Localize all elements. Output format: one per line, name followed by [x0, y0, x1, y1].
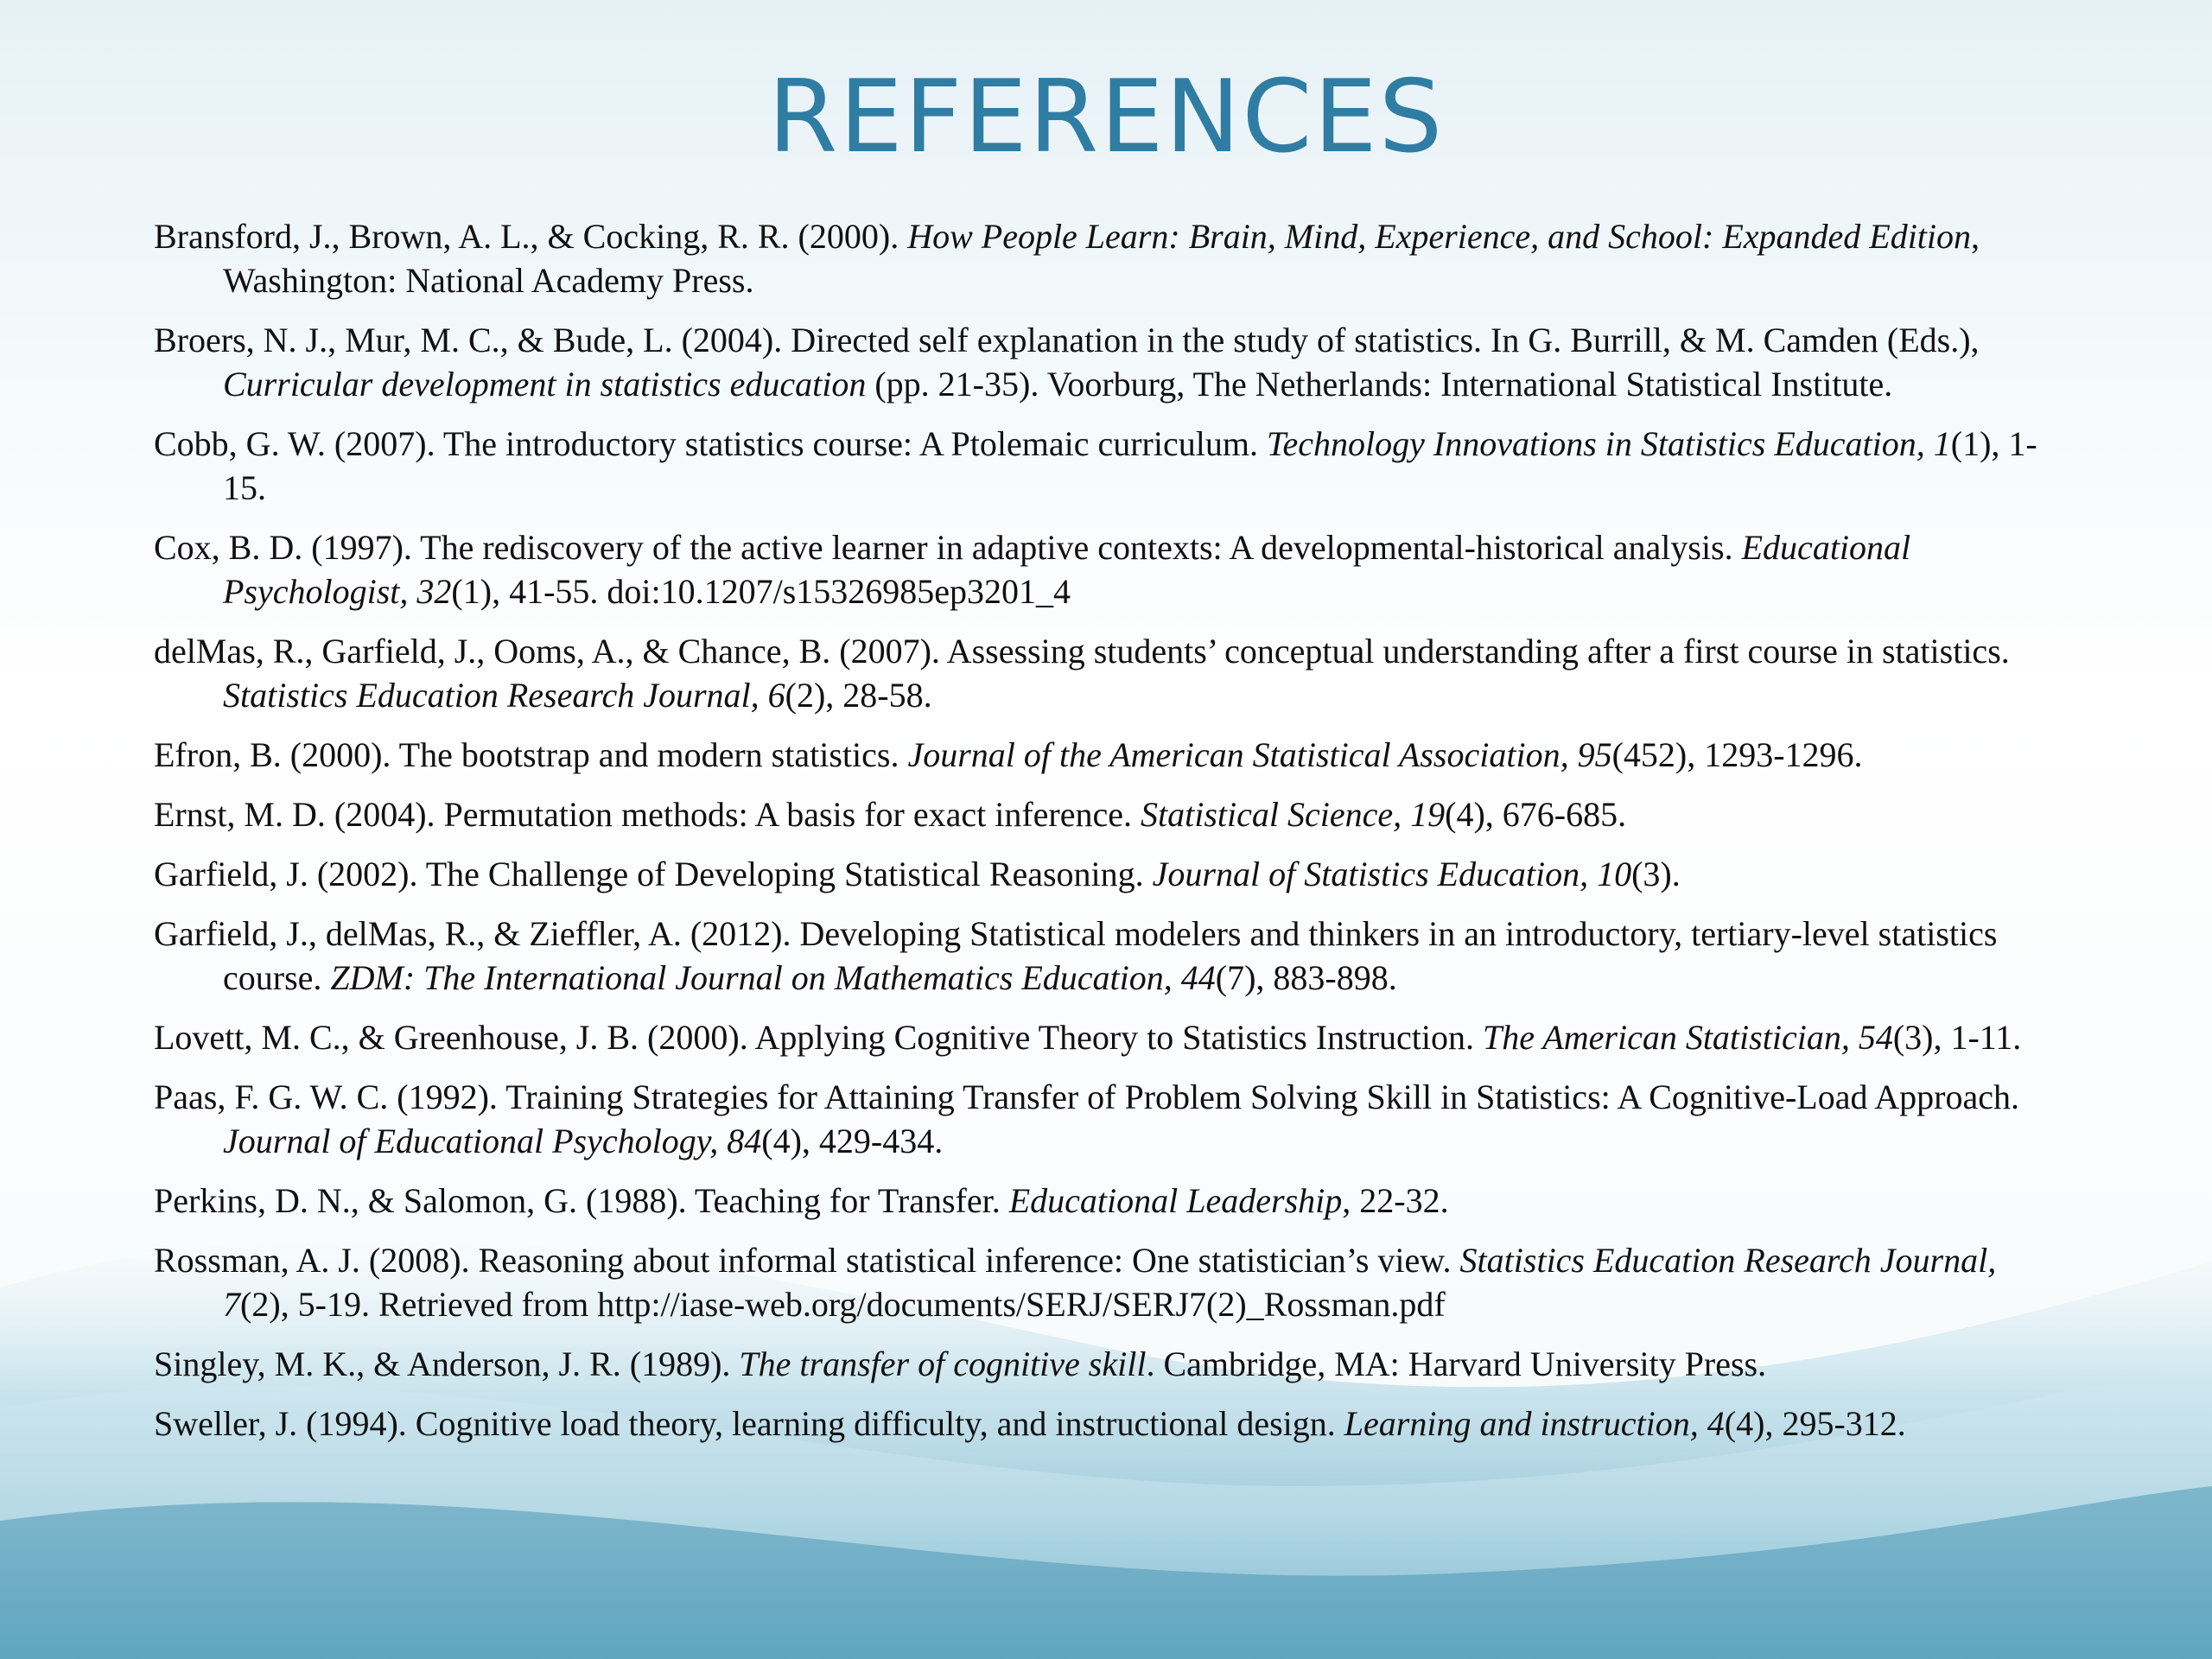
reference-text: Paas, F. G. W. C. (1992). Training Strategies for Attaining Transfer of Problem Solving Skill in Statistics: A Cognitive-Load Approach. [154, 1077, 2020, 1116]
reference-source-title: Educational Leadership [1008, 1181, 1343, 1220]
page-title: REFERENCES [767, 59, 1445, 175]
reference-details: (pp. 21-35). Voorburg, The Netherlands: International Statistical Institute. [866, 365, 1893, 404]
reference-item [154, 912, 2046, 1000]
reference-details: (1), 41-55. doi:10.1207/s15326985ep3201_4 [451, 572, 1071, 611]
reference-text: Cox, B. D. (1997). The rediscovery of the active learner in adaptive contexts: A developmental-historical analysis. [154, 528, 1742, 567]
reference-source-title: How People Learn: Brain, Mind, Experience, and School: Expanded Edition [907, 217, 1972, 256]
reference-item [154, 629, 2046, 717]
reference-item [154, 214, 2046, 302]
reference-details: (3). [1631, 855, 1681, 893]
reference-source-title: Curricular development in statistics education [223, 365, 867, 404]
reference-source-title: Learning and instruction, 4 [1344, 1404, 1725, 1443]
reference-text: Garfield, J. (2002). The Challenge of Developing Statistical Reasoning. [154, 855, 1153, 893]
reference-source-title: Educational Psychologist, 32 [223, 528, 1911, 611]
reference-text: Broers, N. J., Mur, M. C., & Bude, L. (2004). Directed self explanation in the study of statistics. In G. Burrill, & M. Camden (Eds.), [154, 321, 1980, 359]
reference-source-title: The American Statistician, 54 [1483, 1018, 1893, 1057]
reference-text: Cobb, G. W. (2007). The introductory statistics course: A Ptolemaic curriculum. [154, 424, 1267, 463]
reference-item [154, 852, 2046, 896]
reference-item [154, 792, 2046, 836]
reference-text: Singley, M. K., & Anderson, J. R. (1989). [154, 1344, 740, 1383]
reference-source-title: The transfer of cognitive skill [739, 1344, 1147, 1383]
reference-source-title: Technology Innovations in Statistics Education, 1 [1266, 424, 1951, 463]
reference-details: , Washington: National Academy Press. [223, 217, 1980, 300]
reference-source-title: Journal of Statistics Education, 10 [1152, 855, 1632, 893]
reference-item [154, 422, 2046, 510]
reference-text: delMas, R., Garfield, J., Ooms, A., & Chance, B. (2007). Assessing students’ conceptual understanding after a first course in statistics. [154, 632, 2010, 671]
reference-text: Ernst, M. D. (2004). Permutation methods: A basis for exact inference. [154, 795, 1141, 834]
reference-details: (4), 676-685. [1445, 795, 1627, 834]
reference-text: Lovett, M. C., & Greenhouse, J. B. (2000). Applying Cognitive Theory to Statistics Instruction. [154, 1018, 1484, 1057]
reference-details: (7), 883-898. [1215, 958, 1397, 997]
reference-source-title: Statistics Education Research Journal, 7 [223, 1241, 1997, 1324]
reference-source-title: Statistics Education Research Journal, 6 [223, 676, 785, 715]
reference-item [154, 1402, 2046, 1446]
reference-item [154, 1342, 2046, 1386]
reference-source-title: Journal of the American Statistical Association, 95 [907, 735, 1612, 774]
reference-item [154, 525, 2046, 613]
reference-details: (2), 5-19. Retrieved from http://iase-web.org/documents/SERJ/SERJ7(2)_Rossman.pdf [240, 1285, 1446, 1324]
reference-item [154, 1075, 2046, 1163]
reference-text: Perkins, D. N., & Salomon, G. (1988). Teaching for Transfer. [154, 1181, 1009, 1220]
reference-source-title: ZDM: The International Journal on Mathematics Education, 44 [330, 958, 1216, 997]
reference-details: . Cambridge, MA: Harvard University Press. [1146, 1344, 1767, 1383]
reference-text: Bransford, J., Brown, A. L., & Cocking, R. R. (2000). [154, 217, 908, 256]
reference-details: (3), 1-11. [1892, 1018, 2022, 1057]
reference-text: Efron, B. (2000). The bootstrap and modern statistics. [154, 735, 908, 774]
reference-item [154, 733, 2046, 777]
reference-source-title: Statistical Science, 19 [1140, 795, 1446, 834]
reference-item [154, 1015, 2046, 1059]
reference-details: (452), 1293-1296. [1611, 735, 1863, 774]
reference-text: Garfield, J., delMas, R., & Zieffler, A. (2012). Developing Statistical modelers and thinkers in an introductory, tertiary-level statistics course. [154, 914, 1998, 997]
reference-details: , 22-32. [1342, 1181, 1449, 1220]
reference-details: (4), 429-434. [761, 1122, 944, 1160]
reference-details: (1), 1-15. [223, 424, 2037, 507]
reference-item [154, 1238, 2046, 1326]
reference-item [154, 318, 2046, 406]
reference-source-title: Journal of Educational Psychology, 84 [223, 1122, 762, 1160]
reference-item [154, 1179, 2046, 1223]
reference-list [154, 214, 2046, 1461]
reference-text: Sweller, J. (1994). Cognitive load theory, learning difficulty, and instructional design. [154, 1404, 1344, 1443]
reference-details: (4), 295-312. [1724, 1404, 1906, 1443]
reference-text: Rossman, A. J. (2008). Reasoning about informal statistical inference: One statistician’s view. [154, 1241, 1460, 1280]
reference-details: (2), 28-58. [785, 676, 932, 715]
